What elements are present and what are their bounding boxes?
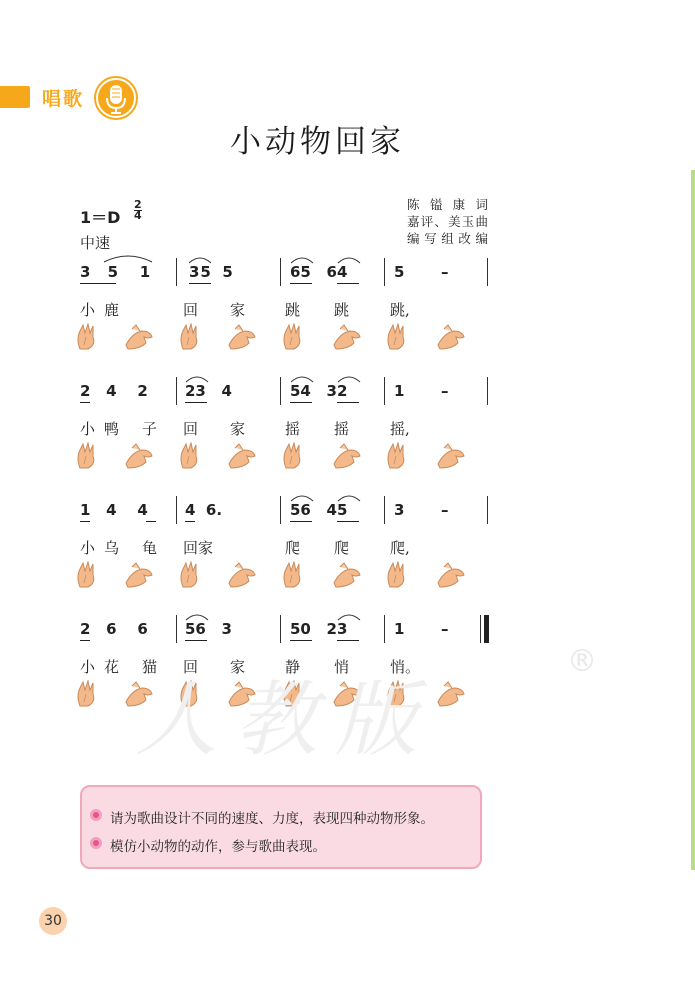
rhythm-underline <box>185 402 207 403</box>
slur-arc <box>289 254 315 264</box>
lyric-char: 鸭 <box>104 420 120 438</box>
measure-1: 1 4 4 <box>80 501 148 519</box>
rhythm-underline <box>185 640 207 641</box>
lyric-char: 子 <box>142 420 158 438</box>
lyric-char: 摇, <box>390 420 410 438</box>
rhythm-underline <box>80 402 90 403</box>
clap-hand-icon <box>177 442 209 470</box>
slur-arc <box>184 611 210 621</box>
lyric-char: 回 <box>183 420 199 438</box>
slur-arc <box>289 492 315 502</box>
measure-4: 3 – <box>394 501 449 519</box>
lyric-char: 爬 <box>285 539 301 557</box>
measure-2: 35 5 <box>189 263 233 281</box>
lyric-char: 爬 <box>334 539 350 557</box>
bar-line <box>384 258 385 286</box>
slur-arc <box>187 254 213 264</box>
measure-3: 65 64 <box>290 263 348 281</box>
registered-mark: ® <box>567 644 597 679</box>
pat-hand-icon <box>122 323 154 351</box>
lyric-char: 跳 <box>285 301 301 319</box>
bar-line <box>280 258 281 286</box>
lyric-char: 小 <box>80 539 96 557</box>
measure-3: 56 45 <box>290 501 348 519</box>
bar-line <box>176 496 177 524</box>
slur-arc <box>289 373 315 383</box>
clap-hand-icon <box>177 323 209 351</box>
lyric-char: 跳 <box>334 301 350 319</box>
lyric-char: 悄 <box>334 658 350 676</box>
lyric-char: 小 <box>80 301 96 319</box>
watermark: 人教版 <box>135 673 435 768</box>
bar-line <box>280 615 281 643</box>
lyric-char: 回 <box>183 301 199 319</box>
lyric-char: 悄。 <box>390 658 421 676</box>
measure-2: 4 6. <box>185 501 223 519</box>
page-edge-stripe <box>691 170 695 870</box>
measure-4: 5 – <box>394 263 449 281</box>
microphone-icon <box>94 76 138 120</box>
slur-arc <box>336 492 362 502</box>
lyric-char: 小 <box>80 420 96 438</box>
rhythm-underline <box>189 283 211 284</box>
tempo-marking: 中速 <box>80 234 111 252</box>
credits <box>407 196 489 247</box>
lyric-char: 回 <box>183 658 199 676</box>
slur-arc <box>336 611 362 621</box>
measure-1: 2 6 6 <box>80 620 148 638</box>
lyric-char: 摇 <box>285 420 301 438</box>
rhythm-underline <box>290 283 312 284</box>
bar-line <box>487 496 488 524</box>
clap-hand-icon <box>280 323 312 351</box>
time-signature: $\frac{2}{4}$ <box>134 198 142 222</box>
tie-arc <box>102 252 154 264</box>
lyricist-credit: 陈镒康词 <box>407 197 489 212</box>
rhythm-underline <box>337 402 359 403</box>
lyric-char: 家 <box>230 420 246 438</box>
measure-4: 1 – <box>394 382 449 400</box>
slur-arc <box>336 254 362 264</box>
rhythm-underline <box>290 640 312 641</box>
bar-line <box>280 377 281 405</box>
lyric-char: 花 <box>104 658 120 676</box>
section-label: 唱歌 <box>42 88 85 110</box>
measure-2: 23 4 <box>185 382 232 400</box>
clap-hand-icon <box>74 561 106 589</box>
rhythm-underline <box>337 521 359 522</box>
measure-4: 1 – <box>394 620 449 638</box>
rhythm-underline <box>337 283 359 284</box>
clap-hand-icon <box>280 442 312 470</box>
rhythm-underline <box>80 640 90 641</box>
tip-item: 请为歌曲设计不同的速度、力度，表现四种动物形象。 <box>110 807 434 827</box>
composer-credit: 嘉评、美玉曲 <box>407 214 489 229</box>
pat-hand-icon <box>225 442 257 470</box>
bullet-icon <box>90 809 102 821</box>
clap-hand-icon <box>74 442 106 470</box>
measure-2: 56 3 <box>185 620 232 638</box>
section-tab-bar <box>0 86 30 108</box>
lyric-char: 家 <box>230 658 246 676</box>
bar-line <box>384 377 385 405</box>
lyric-char: 家 <box>230 301 246 319</box>
lyric-char: 跳, <box>390 301 410 319</box>
rhythm-underline <box>80 521 90 522</box>
rhythm-underline <box>185 521 195 522</box>
lyric-char: 猫 <box>142 658 158 676</box>
rhythm-underline <box>146 521 156 522</box>
lyric-char: 乌 <box>104 539 120 557</box>
bar-line <box>384 615 385 643</box>
pat-hand-icon <box>434 561 466 589</box>
tip-item: 模仿小动物的动作，参与歌曲表现。 <box>110 835 326 855</box>
rhythm-underline <box>337 640 359 641</box>
pat-hand-icon <box>225 561 257 589</box>
pat-hand-icon <box>330 442 362 470</box>
slur-arc <box>184 373 210 383</box>
pat-hand-icon <box>122 561 154 589</box>
pat-hand-icon <box>434 323 466 351</box>
measure-1: 3 5 1 <box>80 263 151 281</box>
pat-hand-icon <box>122 442 154 470</box>
pat-hand-icon <box>330 323 362 351</box>
arranger-credit: 编写组改编 <box>407 231 489 246</box>
pat-hand-icon <box>225 323 257 351</box>
lyric-char: 静 <box>285 658 301 676</box>
clap-hand-icon <box>384 561 416 589</box>
final-bar-thick <box>484 615 489 643</box>
bar-line <box>487 258 488 286</box>
rhythm-underline <box>290 521 312 522</box>
pat-hand-icon <box>434 680 466 708</box>
bullet-icon <box>90 837 102 849</box>
tips-box <box>80 785 482 869</box>
bar-line <box>280 496 281 524</box>
bar-line <box>176 258 177 286</box>
lyric-char: 回家 <box>183 539 214 557</box>
key-signature: 1＝D <box>80 208 121 227</box>
clap-hand-icon <box>177 561 209 589</box>
lyric-char: 龟 <box>142 539 158 557</box>
slur-arc <box>336 373 362 383</box>
clap-hand-icon <box>74 323 106 351</box>
clap-hand-icon <box>384 323 416 351</box>
pat-hand-icon <box>434 442 466 470</box>
lyric-char: 摇 <box>334 420 350 438</box>
clap-hand-icon <box>280 561 312 589</box>
lyric-char: 爬, <box>390 539 410 557</box>
page-number: 30 <box>39 907 67 935</box>
clap-hand-icon <box>384 442 416 470</box>
rhythm-underline <box>290 402 312 403</box>
bar-line <box>487 377 488 405</box>
pat-hand-icon <box>330 561 362 589</box>
measure-3: 50 23 <box>290 620 348 638</box>
final-bar-thin <box>480 615 481 643</box>
measure-3: 54 32 <box>290 382 348 400</box>
bar-line <box>176 615 177 643</box>
clap-hand-icon <box>74 680 106 708</box>
measure-1: 2 4 2 <box>80 382 148 400</box>
rhythm-underline <box>80 283 116 284</box>
song-title: 小动物回家 <box>230 124 405 160</box>
bar-line <box>176 377 177 405</box>
bar-line <box>384 496 385 524</box>
lyric-char: 鹿 <box>104 301 120 319</box>
lyric-char: 小 <box>80 658 96 676</box>
